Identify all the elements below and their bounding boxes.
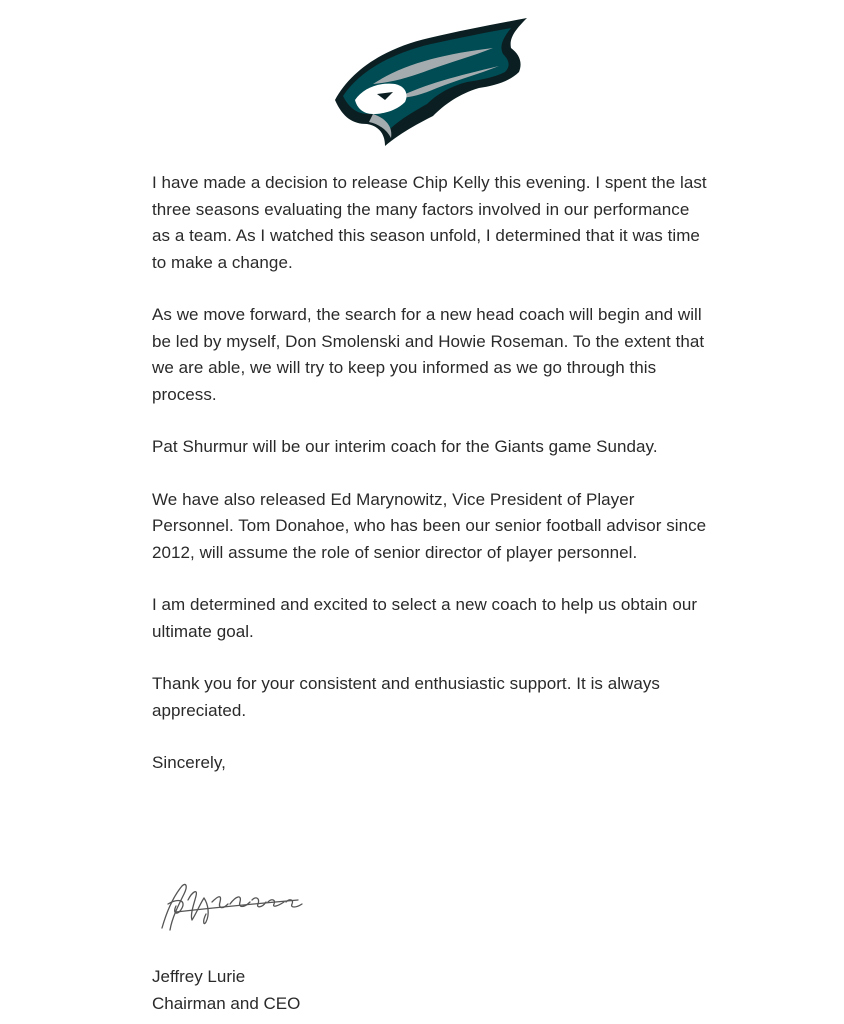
paragraph-search: As we move forward, the search for a new head coach will begin and will be led by myself, Don Smolenski and Howie Roseman. To the extent that we are able, we will try to keep you informed as we go through this process. [152, 305, 705, 404]
paragraph-interim-coach: Pat Shurmur will be our interim coach for the Giants game Sunday. [152, 437, 658, 456]
signer-block [152, 964, 300, 1017]
signer-name: Jeffrey Lurie [152, 967, 246, 986]
paragraph-goal: I am determined and excited to select a new coach to help us obtain our ultimate goal. [152, 595, 698, 641]
eagles-logo-icon [333, 14, 529, 150]
signature [152, 874, 312, 938]
letter-body [152, 170, 712, 803]
paragraph-personnel: We have also released Ed Marynowitz, Vice President of Player Personnel. Tom Donahoe, who has been our senior football advisor since 2012, will assume the role of senior director of player personnel. [152, 489, 707, 562]
signer-title: Chairman and CEO [152, 993, 301, 1013]
sign-off: Sincerely, [152, 753, 226, 772]
paragraph-thanks: Thank you for your consistent and enthusiastic support. It is always appreciated. [152, 674, 660, 720]
paragraph-release: I have made a decision to release Chip Kelly this evening. I spent the last three seasons evaluating the many factors involved in our performance as a team. As I watched this season unfold, I determined that it was time to make a change. [152, 173, 707, 272]
